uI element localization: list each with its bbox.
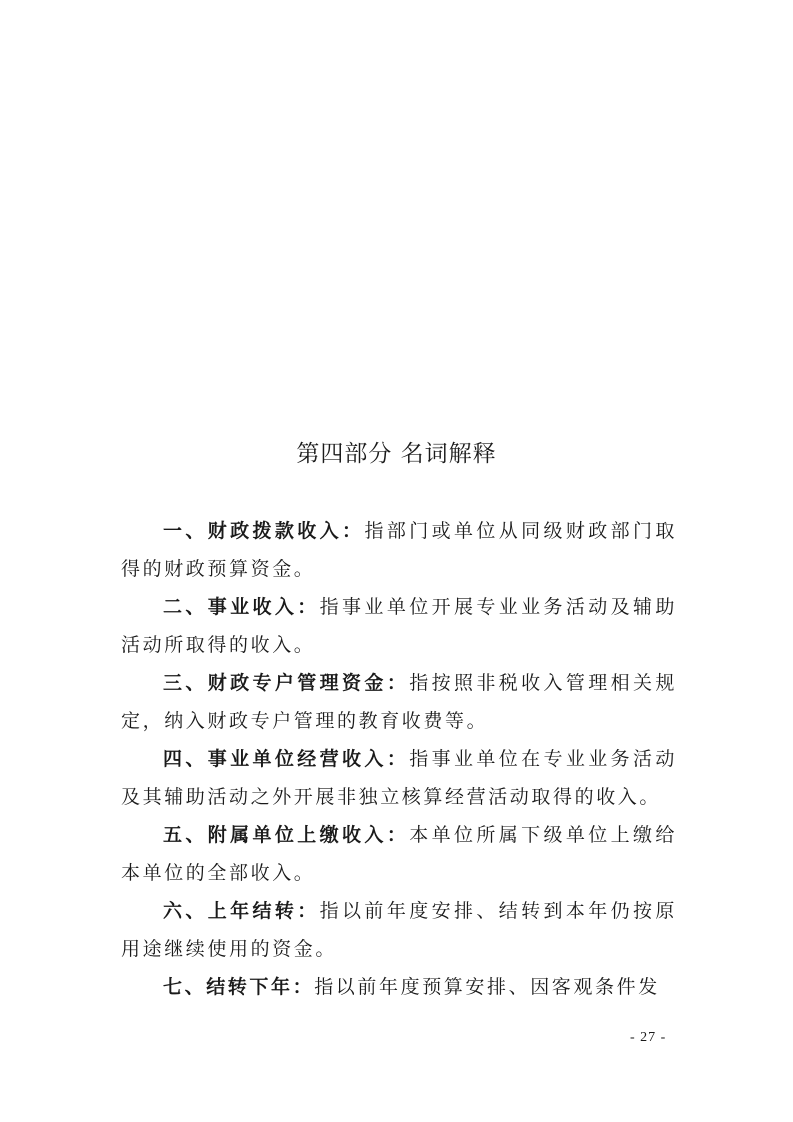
- term-entry: [121, 816, 677, 892]
- term-definition: 本单位所属下级单位上缴给本单位的全部收入。: [121, 824, 677, 884]
- term-name: 五、附属单位上缴收入：: [163, 824, 410, 846]
- term-name: 二、事业收入：: [163, 596, 320, 618]
- term-definition: 指事业单位开展专业业务活动及辅助活动所取得的收入。: [121, 596, 677, 656]
- term-entry: [121, 588, 677, 664]
- term-definition: 指事业单位在专业业务活动及其辅助活动之外开展非独立核算经营活动取得的收入。: [121, 748, 677, 808]
- term-definition: 指以前年度预算安排、因客观条件发: [314, 976, 660, 998]
- term-entry: [121, 968, 677, 1006]
- term-name: 四、事业单位经营收入：: [163, 748, 410, 770]
- term-entry: [121, 892, 677, 968]
- term-definition: 指以前年度安排、结转到本年仍按原用途继续使用的资金。: [121, 900, 677, 960]
- term-definition: 指按照非税收入管理相关规定，纳入财政专户管理的教育收费等。: [121, 672, 677, 732]
- page-number: - 27 -: [630, 1030, 667, 1045]
- term-name: 三、财政专户管理资金：: [163, 672, 410, 694]
- term-entry: [121, 664, 677, 740]
- term-entry: [121, 740, 677, 816]
- page-title: 第四部分 名词解释: [296, 441, 497, 467]
- term-name: 七、结转下年：: [163, 976, 315, 998]
- term-entry: [121, 512, 677, 588]
- term-definition: 指部门或单位从同级财政部门取得的财政预算资金。: [121, 520, 677, 580]
- term-name: 六、上年结转：: [163, 900, 320, 922]
- term-name: 一、财政拨款收入：: [163, 520, 365, 542]
- terms-list: [121, 512, 677, 1006]
